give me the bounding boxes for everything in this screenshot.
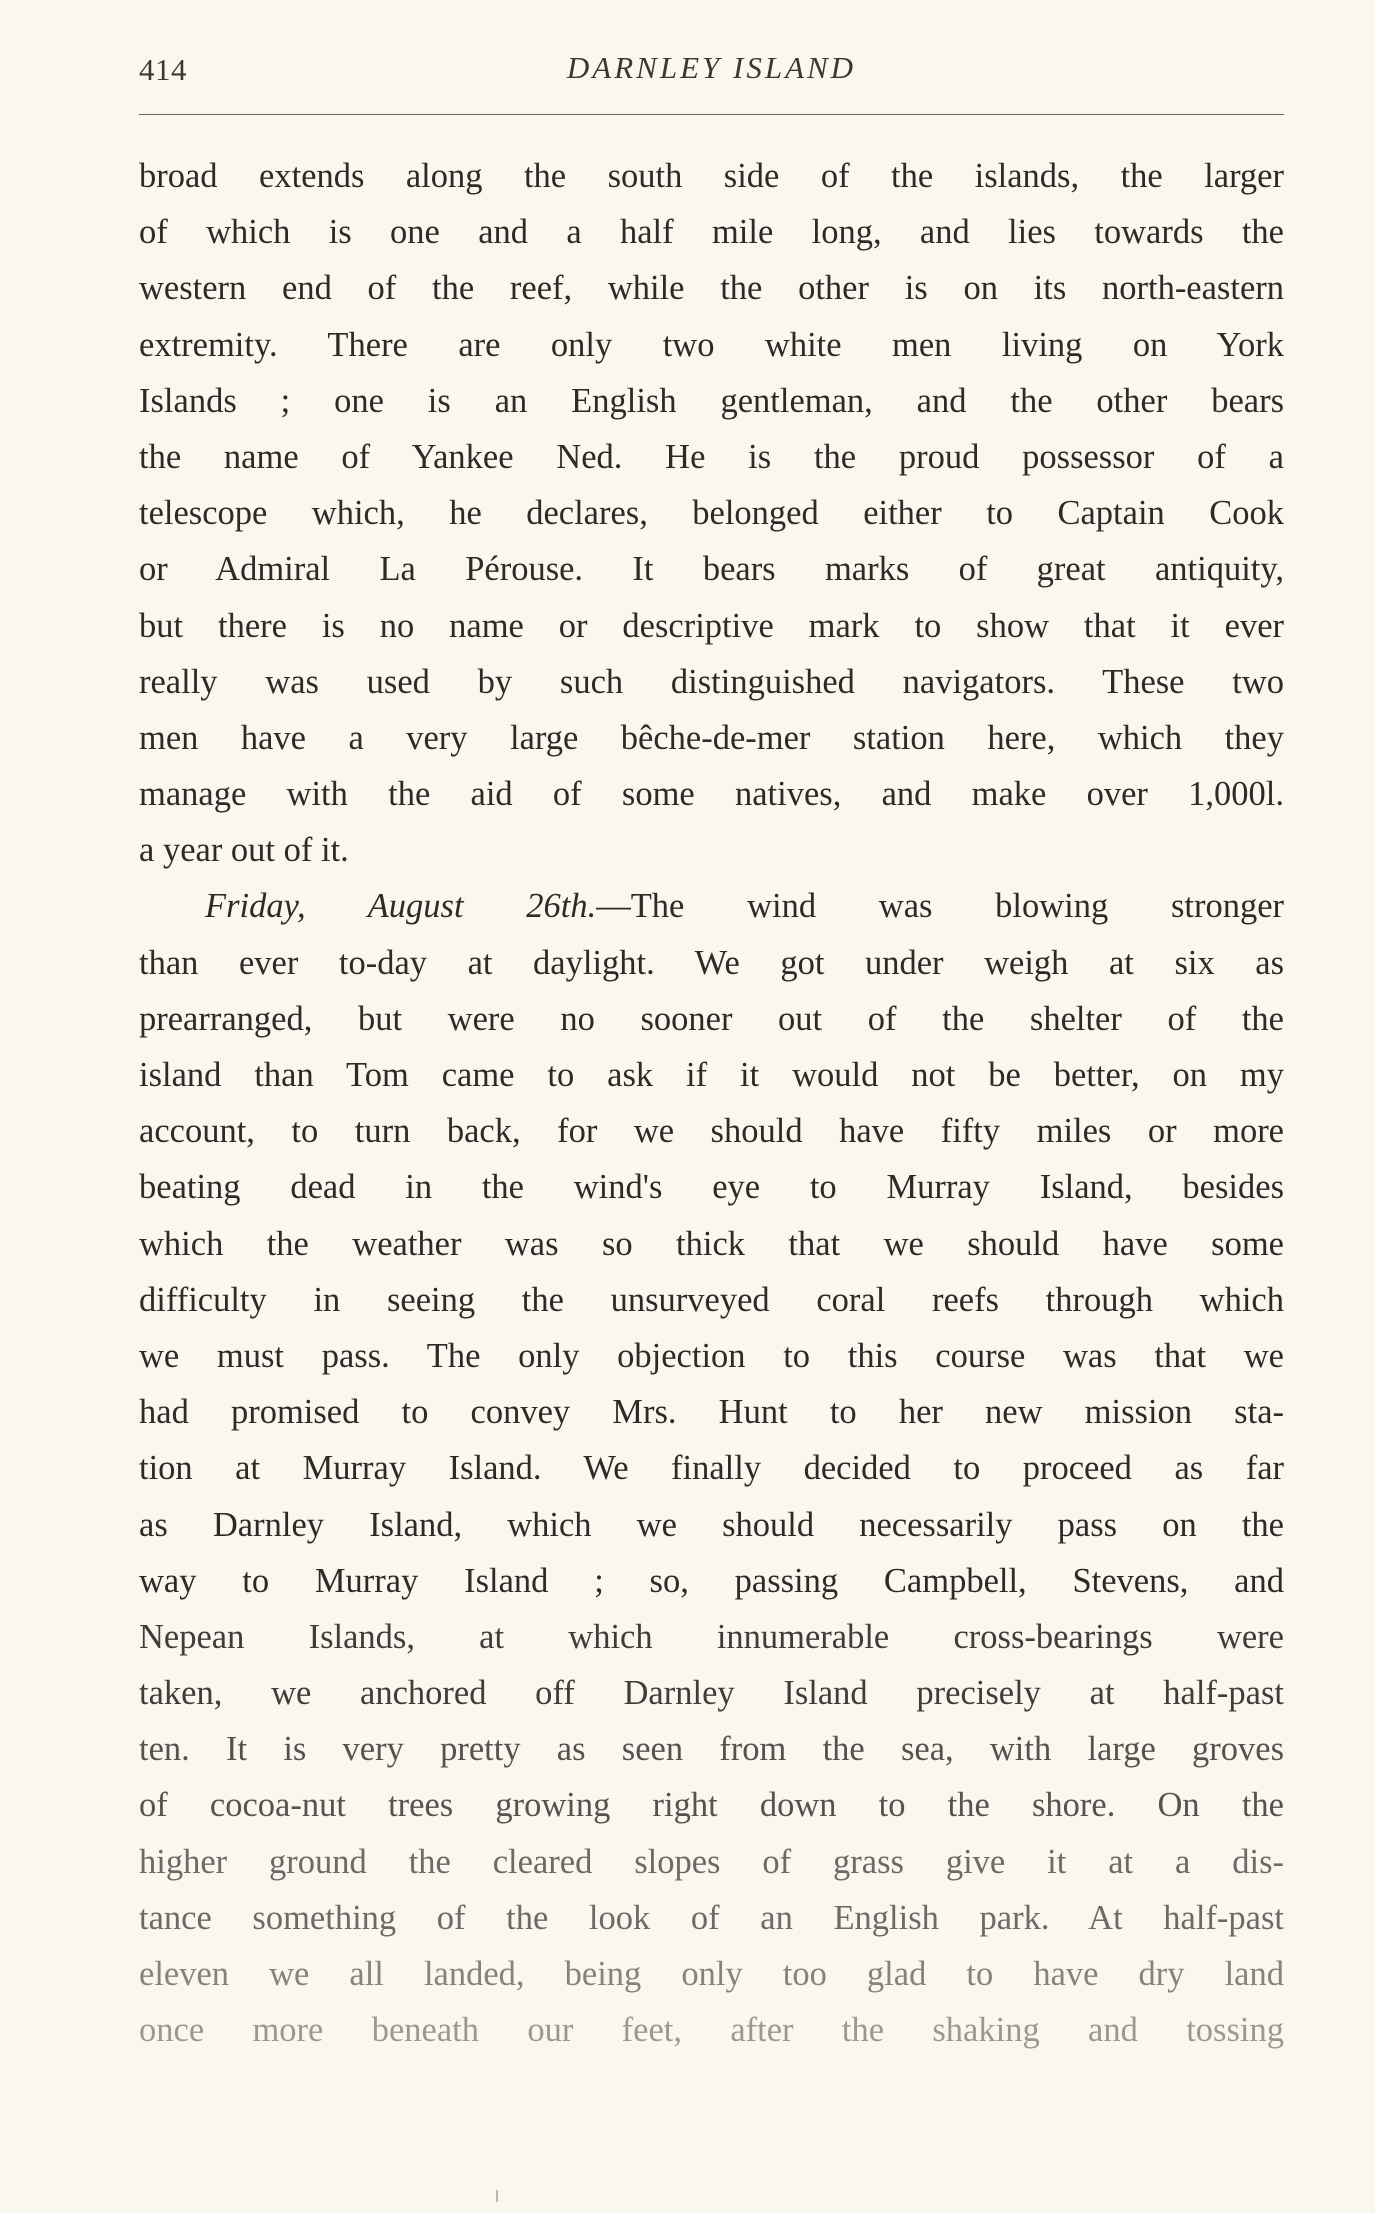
text-line: once more beneath our feet, after the shaking and tossing xyxy=(139,2011,1284,2050)
text-line: tion at Murray Island. We finally decided to proceed as far xyxy=(139,1449,1284,1488)
paper-mark xyxy=(496,2190,498,2202)
text-line: than ever to-day at daylight. We got under weigh at six as xyxy=(139,943,1284,982)
text-line: taken, we anchored off Darnley Island precisely at half-past xyxy=(139,1674,1284,1713)
text-line: or Admiral La Pérouse. It bears marks of great antiquity, xyxy=(139,550,1284,589)
text-line: western end of the reef, while the other is on its north-eastern xyxy=(139,269,1284,308)
text-line: broad extends along the south side of the islands, the larger xyxy=(139,157,1284,195)
text-line: but there is no name or descriptive mark to show that it ever xyxy=(139,606,1284,645)
text-line: higher ground the cleared slopes of grass give it at a dis- xyxy=(139,1842,1284,1881)
text-line: Nepean Islands, at which innumerable cross-bearings were xyxy=(139,1617,1284,1656)
text-line: really was used by such distinguished navigators. These two xyxy=(139,662,1284,701)
text-line: manage with the aid of some natives, and make over 1,000l. xyxy=(139,775,1284,814)
text-line: telescope which, he declares, belonged either to Captain Cook xyxy=(139,494,1284,533)
text-line: the name of Yankee Ned. He is the proud possessor of a xyxy=(139,437,1284,476)
header-rule xyxy=(139,114,1284,115)
text-line: account, to turn back, for we should have fifty miles or more xyxy=(139,1112,1284,1151)
paragraph-start-text: —The wind was blowing stronger xyxy=(596,887,1284,926)
text-line: eleven we all landed, being only too glad to have dry land xyxy=(139,1955,1284,1993)
diary-date: Friday, August 26th. xyxy=(205,887,597,926)
text-line: prearranged, but were no sooner out of the shelter of the xyxy=(139,999,1284,1038)
text-line: extremity. There are only two white men living on York xyxy=(139,325,1284,364)
running-head: DARNLEY ISLAND xyxy=(566,50,857,85)
text-line: Islands ; one is an English gentleman, and the other bears xyxy=(139,381,1284,420)
text-line: we must pass. The only objection to this course was that we xyxy=(139,1336,1284,1375)
text-line: beating dead in the wind's eye to Murray Island, besides xyxy=(139,1168,1284,1207)
text-line: men have a very large bêche-de-mer station here, which they xyxy=(139,718,1284,757)
paragraph-start-line xyxy=(139,878,1284,934)
text-line: difficulty in seeing the unsurveyed coral reefs through which xyxy=(139,1280,1284,1319)
text-line: of which is one and a half mile long, and lies towards the xyxy=(139,213,1284,252)
text-line: had promised to convey Mrs. Hunt to her new mission sta- xyxy=(139,1393,1284,1432)
page-number: 414 xyxy=(139,52,187,87)
text-line: of cocoa-nut trees growing right down to the shore. On the xyxy=(139,1786,1284,1825)
text-line: which the weather was so thick that we should have some xyxy=(139,1224,1284,1263)
text-line: island than Tom came to ask if it would not be better, on my xyxy=(139,1056,1284,1094)
text-line: ten. It is very pretty as seen from the sea, with large groves xyxy=(139,1730,1284,1769)
text-line: as Darnley Island, which we should necessarily pass on the xyxy=(139,1505,1284,1544)
text-line: way to Murray Island ; so, passing Campbell, Stevens, and xyxy=(139,1561,1284,1600)
page-header xyxy=(139,46,1284,106)
text-line: tance something of the look of an English park. At half-past xyxy=(139,1898,1284,1937)
body-text xyxy=(139,148,1284,2058)
text-line: a year out of it. xyxy=(139,831,349,870)
